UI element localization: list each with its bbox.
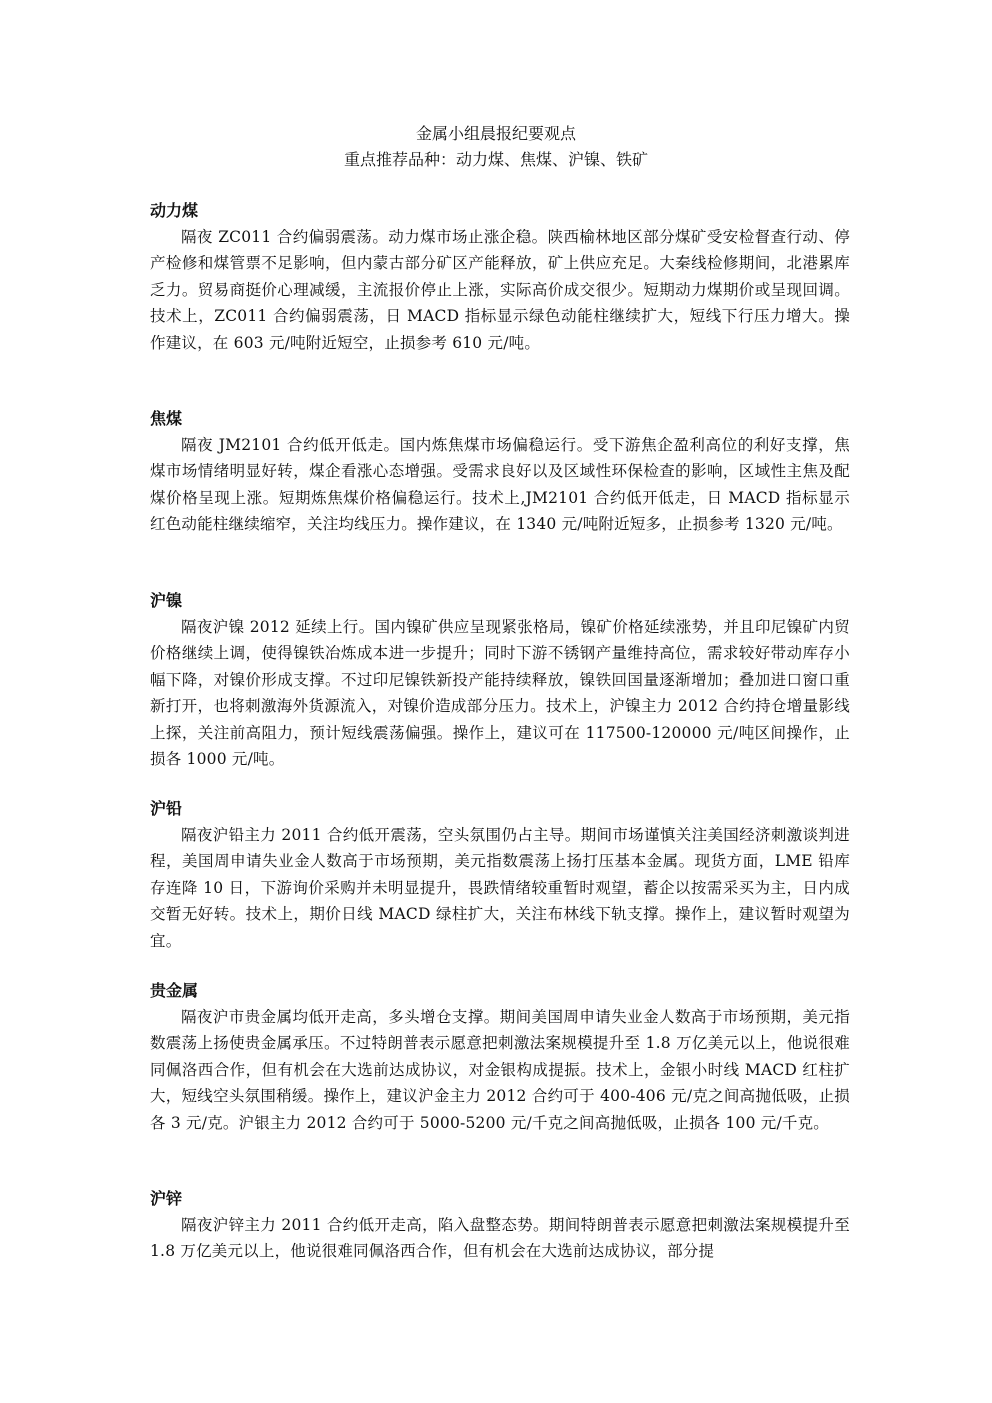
section-heading: 沪锌: [150, 1189, 183, 1208]
section-body: 隔夜 ZC011 合约偏弱震荡。动力煤市场止涨企稳。陕西榆林地区部分煤矿受安检督查行动、停产检修和煤管票不足影响，但内蒙古部分矿区产能释放，矿上供应充足。大秦线检修期间，北港累库乏力。贸易商挺价心理减缓，主流报价停止上涨，实际高价成交很少。短期动力煤期价或呈现回调。技术上，ZC011 合约偏弱震荡，日 MACD 指标显示绿色动能柱继续扩大，短线下行压力增大。操作建议，在 603 元/吨附近短空，止损参考 610 元/吨。: [150, 228, 850, 352]
document-title: 金属小组晨报纪要观点: [415, 124, 576, 143]
section-zinc: [150, 1186, 850, 1265]
section-coking-coal: [150, 406, 850, 538]
document-subtitle: 重点推荐品种：动力煤、焦煤、沪镍、铁矿: [343, 150, 648, 169]
section-body: 隔夜沪铅主力 2011 合约低开震荡，空头氛围仍占主导。期间市场谨慎关注美国经济刺激谈判进程，美国周申请失业金人数高于市场预期，美元指数震荡上扬打压基本金属。现货方面，LME 铅库存连降 10 日，下游询价采购并未明显提升，畏跌情绪较重暂时观望，蓄企以按需采买为主，日内成交暂无好转。技术上，期价日线 MACD 绿柱扩大，关注布林线下轨支撑。操作上，建议暂时观望为宜。: [150, 826, 850, 950]
section-precious-metals: [150, 978, 850, 1136]
section-heading: 动力煤: [150, 201, 199, 220]
section-lead: [150, 796, 850, 954]
section-body: 隔夜沪锌主力 2011 合约低开走高，陷入盘整态势。期间特朗普表示愿意把刺激法案规模提升至 1.8 万亿美元以上，他说很难同佩洛西合作，但有机会在大选前达成协议，部分提: [150, 1216, 850, 1261]
section-thermal-coal: [150, 198, 850, 356]
section-body: 隔夜 JM2101 合约低开低走。国内炼焦煤市场偏稳运行。受下游焦企盈利高位的利好支撑，焦煤市场情绪明显好转，煤企看涨心态增强。受需求良好以及区域性环保检查的影响，区域性主焦及配煤价格呈现上涨。短期炼焦煤价格偏稳运行。技术上,JM2101 合约低开低走，日 MACD 指标显示红色动能柱继续缩窄，关注均线压力。操作建议，在 1340 元/吨附近短多，止损参考 1320 元/吨。: [150, 436, 850, 534]
section-body: 隔夜沪镍 2012 延续上行。国内镍矿供应呈现紧张格局，镍矿价格延续涨势，并且印尼镍矿内贸价格继续上调，使得镍铁冶炼成本进一步提升；同时下游不锈钢产量维持高位，需求较好带动库存小幅下降，对镍价形成支撑。不过印尼镍铁新投产能持续释放，镍铁回国量逐渐增加；叠加进口窗口重新打开，也将刺激海外货源流入，对镍价造成部分压力。技术上，沪镍主力 2012 合约持仓增量影线上探，关注前高阻力，预计短线震荡偏强。操作上，建议可在 117500-120000 元/吨区间操作，止损各 1000 元/吨。: [150, 618, 850, 769]
section-heading: 沪镍: [150, 591, 183, 610]
section-heading: 贵金属: [150, 981, 199, 1000]
section-heading: 沪铅: [150, 799, 183, 818]
section-nickel: [150, 588, 850, 772]
section-body: 隔夜沪市贵金属均低开走高，多头增仓支撑。期间美国周申请失业金人数高于市场预期，美元指数震荡上扬使贵金属承压。不过特朗普表示愿意把刺激法案规模提升至 1.8 万亿美元以上，他说很难同佩洛西合作，但有机会在大选前达成协议，对金银构成提振。技术上，金银小时线 MACD 红柱扩大，短线空头氛围稍缓。操作上，建议沪金主力 2012 合约可于 400-406 元/克之间高抛低吸，止损各 3 元/克。沪银主力 2012 合约可于 5000-5200 元/千克之间高抛低吸，止损各 100 元/千克。: [150, 1008, 850, 1132]
section-heading: 焦煤: [150, 409, 183, 428]
